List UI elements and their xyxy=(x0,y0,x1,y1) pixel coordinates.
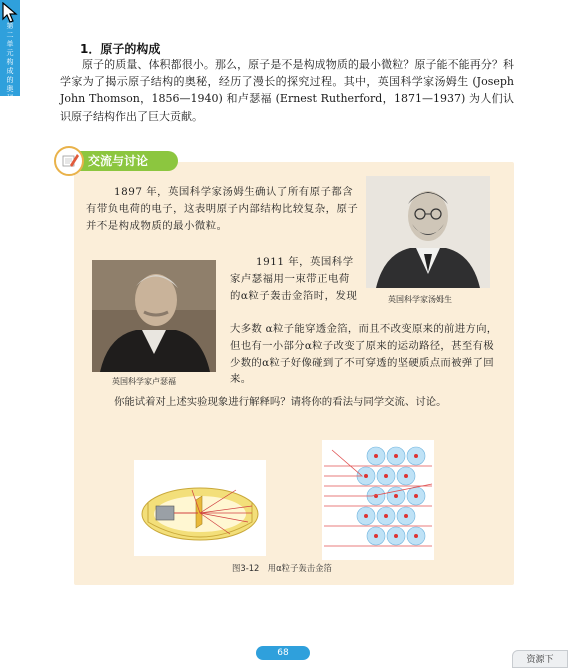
side-tab-char: 奥 xyxy=(6,85,14,93)
side-tab-char: 的 xyxy=(6,76,14,84)
page-number: 68 xyxy=(256,646,310,660)
thomson-portrait xyxy=(366,176,490,288)
side-tab-char: 单 xyxy=(6,40,14,48)
discussion-paragraph-rutherford-start: 1911 年，英国科学家卢瑟福用一束带正电荷的α粒子轰击金箔时，发现 xyxy=(230,256,358,302)
thomson-caption: 英国科学家汤姆生 xyxy=(388,295,452,304)
discussion-paragraph-rutherford-end: 大多数 α粒子能穿透金箔，而且不改变原来的前进方向，但也有一小部分α粒子改变了原来的运动路径，甚至有极少数的α粒子好像碰到了不可穿透的坚硬质点而被弹了回来。 xyxy=(230,323,498,386)
next-page-tab[interactable]: 资源下 xyxy=(512,650,568,668)
gold-foil-apparatus-illustration xyxy=(134,460,266,556)
discussion-badge-label: 交流与讨论 xyxy=(78,151,178,171)
figure-caption: 图3-12 用α粒子轰击金箔 xyxy=(232,563,332,573)
side-tab-char: 第 xyxy=(6,22,14,30)
side-tab-char: 构 xyxy=(6,58,14,66)
section-title: 1．原子的构成 xyxy=(80,42,161,56)
side-tab-char: 元 xyxy=(6,49,14,57)
discussion-question: 你能试着对上述实验现象进行解释吗？请将你的看法与同学交流、讨论。 xyxy=(114,396,447,408)
intro-paragraph: 原子的质量、体积都很小。那么，原子是不是构成物质的最小微粒？原子能不能再分？科学家为了揭示原子结构的奥秘，经历了漫长的探究过程。其中，英国科学家汤姆生 (Joseph John Thomson，1856—1940) 和卢瑟福 (Ernest Rutherford，1871—1937) 为人们认识原子结构作出了巨大贡献。 xyxy=(60,58,514,123)
rutherford-portrait xyxy=(92,260,216,372)
side-tab-char: 成 xyxy=(6,67,14,75)
mouse-pointer-icon xyxy=(2,2,20,24)
discussion-badge xyxy=(54,146,188,176)
side-tab-char: 二 xyxy=(6,31,14,39)
alpha-particle-scattering-diagram xyxy=(322,440,434,560)
rutherford-caption: 英国科学家卢瑟福 xyxy=(112,377,176,386)
discussion-paragraph-thomson: 1897 年，英国科学家汤姆生确认了所有原子都含有带负电荷的电子，这表明原子内部结构比较复杂，原子并不是构成物质的最小微粒。 xyxy=(86,186,359,232)
side-tab-char: 秘 xyxy=(6,94,14,102)
pencil-note-icon xyxy=(54,146,84,176)
